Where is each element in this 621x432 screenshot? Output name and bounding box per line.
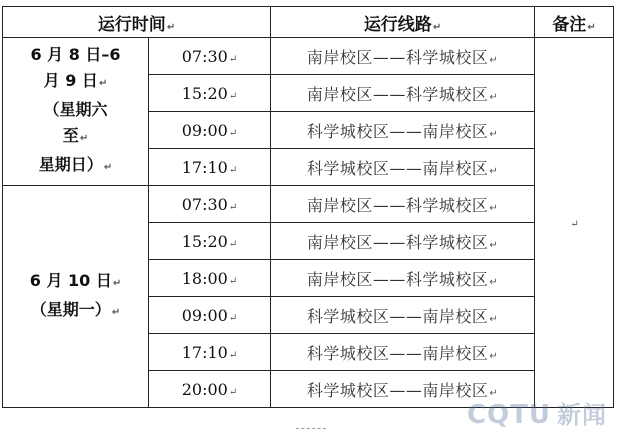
header-note: 备注↵ — [535, 7, 614, 38]
header-route: 运行线路↵ — [271, 7, 535, 38]
time-cell: 07:30↵ — [149, 38, 271, 75]
watermark-logo: CQTU 新闻 — [466, 400, 607, 430]
header-row — [3, 7, 614, 38]
route-cell: 南岸校区——科学城校区↵ — [271, 186, 535, 223]
time-cell: 15:20↵ — [149, 75, 271, 112]
time-cell: 09:00↵ — [149, 112, 271, 149]
time-cell: 15:20↵ — [149, 223, 271, 260]
route-cell: 南岸校区——科学城校区↵ — [271, 75, 535, 112]
route-cell: 南岸校区——科学城校区↵ — [271, 260, 535, 297]
time-cell: 09:00↵ — [149, 297, 271, 334]
route-cell: 南岸校区——科学城校区↵ — [271, 223, 535, 260]
header-time: 运行时间↵ — [3, 7, 271, 38]
route-cell: 科学城校区——南岸校区↵ — [271, 334, 535, 371]
bus-schedule-table — [2, 6, 614, 408]
time-cell: 18:00↵ — [149, 260, 271, 297]
time-cell: 17:10↵ — [149, 334, 271, 371]
route-cell: 科学城校区——南岸校区↵ — [271, 149, 535, 186]
note-cell: ↵ — [535, 38, 614, 408]
date-cell-monday: 6 月 10 日↵ （星期一）↵ — [3, 186, 149, 408]
route-cell: 科学城校区——南岸校区↵ — [271, 371, 535, 408]
page-edge-marker — [296, 428, 326, 432]
route-cell: 科学城校区——南岸校区↵ — [271, 297, 535, 334]
route-cell: 科学城校区——南岸校区↵ — [271, 112, 535, 149]
time-cell: 07:30↵ — [149, 186, 271, 223]
time-cell: 17:10↵ — [149, 149, 271, 186]
table-row — [3, 186, 614, 223]
route-cell: 南岸校区——科学城校区↵ — [271, 38, 535, 75]
date-cell-weekend: 6 月 8 日–6 月 9 日↵ （星期六 至↵ 星期日）↵ — [3, 38, 149, 186]
table-row — [3, 38, 614, 75]
time-cell: 20:00↵ — [149, 371, 271, 408]
